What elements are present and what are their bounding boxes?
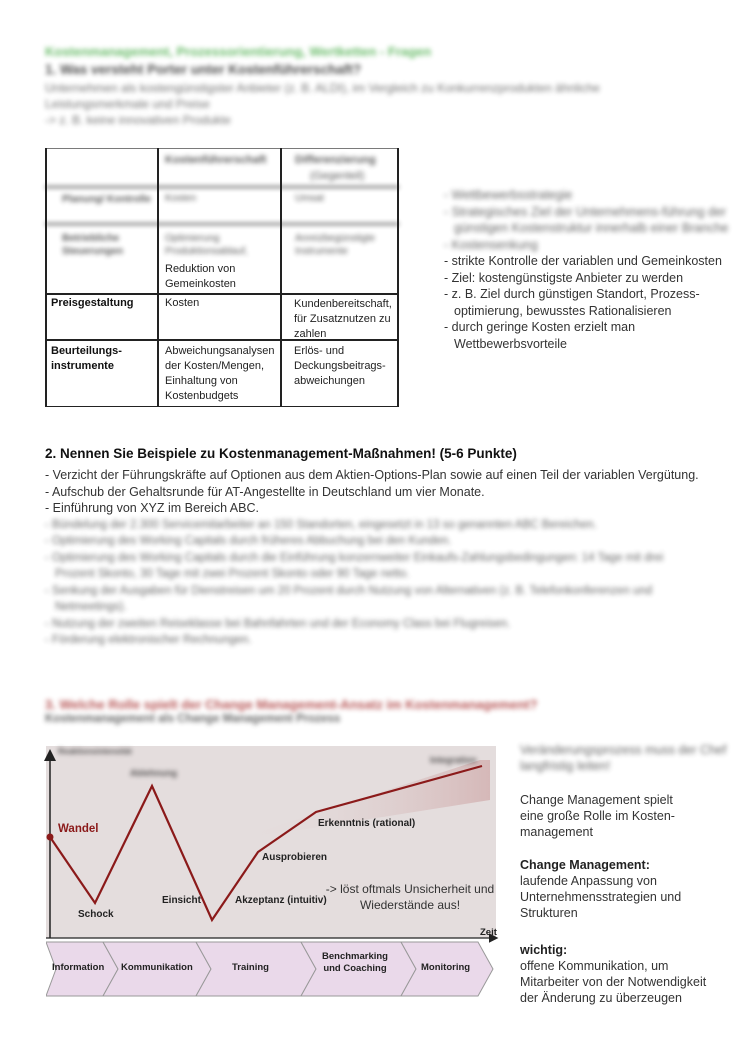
answer-line: -> z. B. keine innovativen Produkte	[45, 113, 231, 127]
measure-item: - Senkung der Ausgaben für Dienstreisen um 20 Prozent durch Nutzung von Alternativen (z. B. Telefonkonferenzen und Netmeetings).	[45, 584, 653, 613]
note-item: - Strategisches Ziel der Unternehmens-führung der günstigen Kostenstruktur innerhalb einer Branche	[444, 204, 729, 235]
label-akzeptanz: Akzeptanz (intuitiv)	[235, 895, 327, 906]
question-3: 3. Welche Rolle spielt der Change Management-Ansatz im Kostenmanagement?	[45, 697, 538, 712]
start-point	[47, 834, 54, 841]
question-2: 2. Nennen Sie Beispiele zu Kostenmanagement-Maßnahmen! (5-6 Punkte)	[45, 446, 517, 461]
change-note-3-heading: wichtig:	[520, 943, 568, 957]
note-item: - Kostensenkung	[444, 237, 538, 252]
label-schock: Schock	[78, 909, 114, 920]
note-item: - z. B. Ziel durch günstigen Standort, Prozess-optimierung, bewusstes Rationalisieren	[444, 287, 700, 318]
phase-label: Kommunikation	[121, 962, 193, 973]
label-einsicht: Einsicht	[162, 895, 201, 906]
x-axis-label: Zeit	[480, 927, 497, 938]
table-header: Differenzierung	[295, 154, 376, 166]
table-cell: Umsat	[295, 193, 324, 204]
table-cell: Abweichungsanalysen der Kosten/Mengen, Einhaltung von Kostenbudgets	[165, 345, 275, 402]
table-cell: Kundenbereitschaft, für Zusatznutzen zu zahlen	[294, 298, 392, 340]
measure-item: - Optimierung des Working Capitals durch die Einführung konzernweiter Einkaufs-Zahlungsbedingungen: 14 Tage mit drei Prozent Skonto, 30 Tage mit zwei Prozent Skonto oder 90 Tage netto.	[45, 551, 664, 580]
change-note-1: Change Management spielt eine große Rolle im Kosten-management	[520, 793, 675, 839]
measure-item: - Bündelung der 2.300 Servicemitarbeiter an 150 Standorten, eingesetzt in 13 so genannten ABC Bereichen.	[45, 518, 597, 531]
label-integration: Integration	[430, 755, 477, 765]
phase-label: Benchmarking und Coaching	[322, 951, 388, 974]
label-ausprobieren: Ausprobieren	[262, 852, 328, 863]
phase-label: Information	[52, 962, 105, 973]
phase-label: Monitoring	[421, 962, 471, 973]
uncertainty-note: -> löst oftmals Unsicherheit und Wiederstände aus!	[325, 882, 495, 912]
change-note-2: laufende Anpassung von Unternehmensstrategien und Strukturen	[520, 874, 682, 920]
answer-line: Leistungsmerkmale und Preise	[45, 97, 210, 111]
measure-item: - Aufschub der Gehaltsrunde für AT-Angestellte in Deutschland um vier Monate.	[45, 484, 485, 499]
answer-line: Unternehmen als kostengünstigster Anbieter (z. B. ALDI), im Vergleich zu Konkurrenzprodukten ähnliche	[45, 81, 600, 95]
note-item: - Ziel: kostengünstigste Anbieter zu werden	[444, 270, 684, 285]
question-3-subtitle: Kostenmanagement als Change Management Prozess	[45, 713, 341, 725]
change-note-3: offene Kommunikation, um Mitarbeiter von der Notwendigkeit der Änderung zu überzeugen	[520, 959, 707, 1005]
change-note-2-title	[520, 857, 735, 873]
question-1: 1. Was versteht Porter unter Kostenführerschaft?	[45, 62, 362, 77]
change-note-3-title	[520, 942, 735, 958]
label-wandel: Wandel	[58, 823, 99, 835]
measure-item: - Förderung elektronischer Rechnungen.	[45, 634, 252, 646]
note-item: - Wettbewerbsstrategie	[444, 188, 573, 202]
measure-item: - Einführung von XYZ im Bereich ABC.	[45, 501, 259, 515]
table-row-label: Preisgestaltung	[51, 297, 134, 309]
change-note-blurred: Veränderungsprozess muss der Chef langfristig leiten!	[520, 743, 727, 773]
table-cell: Anreizbegünstigte Instrumente	[295, 233, 376, 257]
label-erkenntnis: Erkenntnis (rational)	[318, 818, 416, 829]
table-row-label: Beurteilungs-instrumente	[51, 345, 122, 372]
table-cell: Reduktion von Gemeinkosten	[165, 263, 236, 290]
note-item: - strikte Kontrolle der variablen und Gemeinkosten	[444, 254, 722, 268]
table-row-label: Planung/ Kontrolle	[62, 194, 151, 205]
phase-label: Training	[232, 962, 269, 973]
table-row-label: Betriebliche Steuerungen	[62, 233, 124, 257]
measure-item: - Optimierung des Working Capitals durch früheres Abbuchung bei den Kunden.	[45, 535, 452, 547]
y-axis-label: Reaktionsintensität	[58, 747, 132, 756]
change-note-2-heading: Change Management:	[520, 858, 650, 872]
measure-item: - Nutzung der zweiten Reiseklasse bei Bahnfahrten und der Economy Class bei Flugreisen.	[45, 617, 511, 630]
table-cell: Erlös- und Deckungsbeitrags-abweichungen	[294, 345, 386, 387]
label-ablehnung: Ablehnung	[130, 768, 177, 778]
measure-item: - Verzicht der Führungskräfte auf Optionen aus dem Aktien-Options-Plan sowie auf einen Teil der variablen Vergütung.	[45, 468, 699, 482]
table-cell: Kosten	[165, 193, 197, 204]
table-cell: Optimierung Produktionsablauf,	[165, 233, 248, 257]
table-header: Kostenführerschaft	[165, 154, 267, 166]
document-title: Kostenmanagement, Prozessorientierung, Wertketten - Fragen	[45, 44, 432, 59]
note-item: - durch geringe Kosten erzielt man Wettbewerbsvorteile	[444, 320, 636, 351]
table-header: (Gegenteil)	[310, 170, 365, 182]
table-cell: Kosten	[165, 297, 200, 309]
